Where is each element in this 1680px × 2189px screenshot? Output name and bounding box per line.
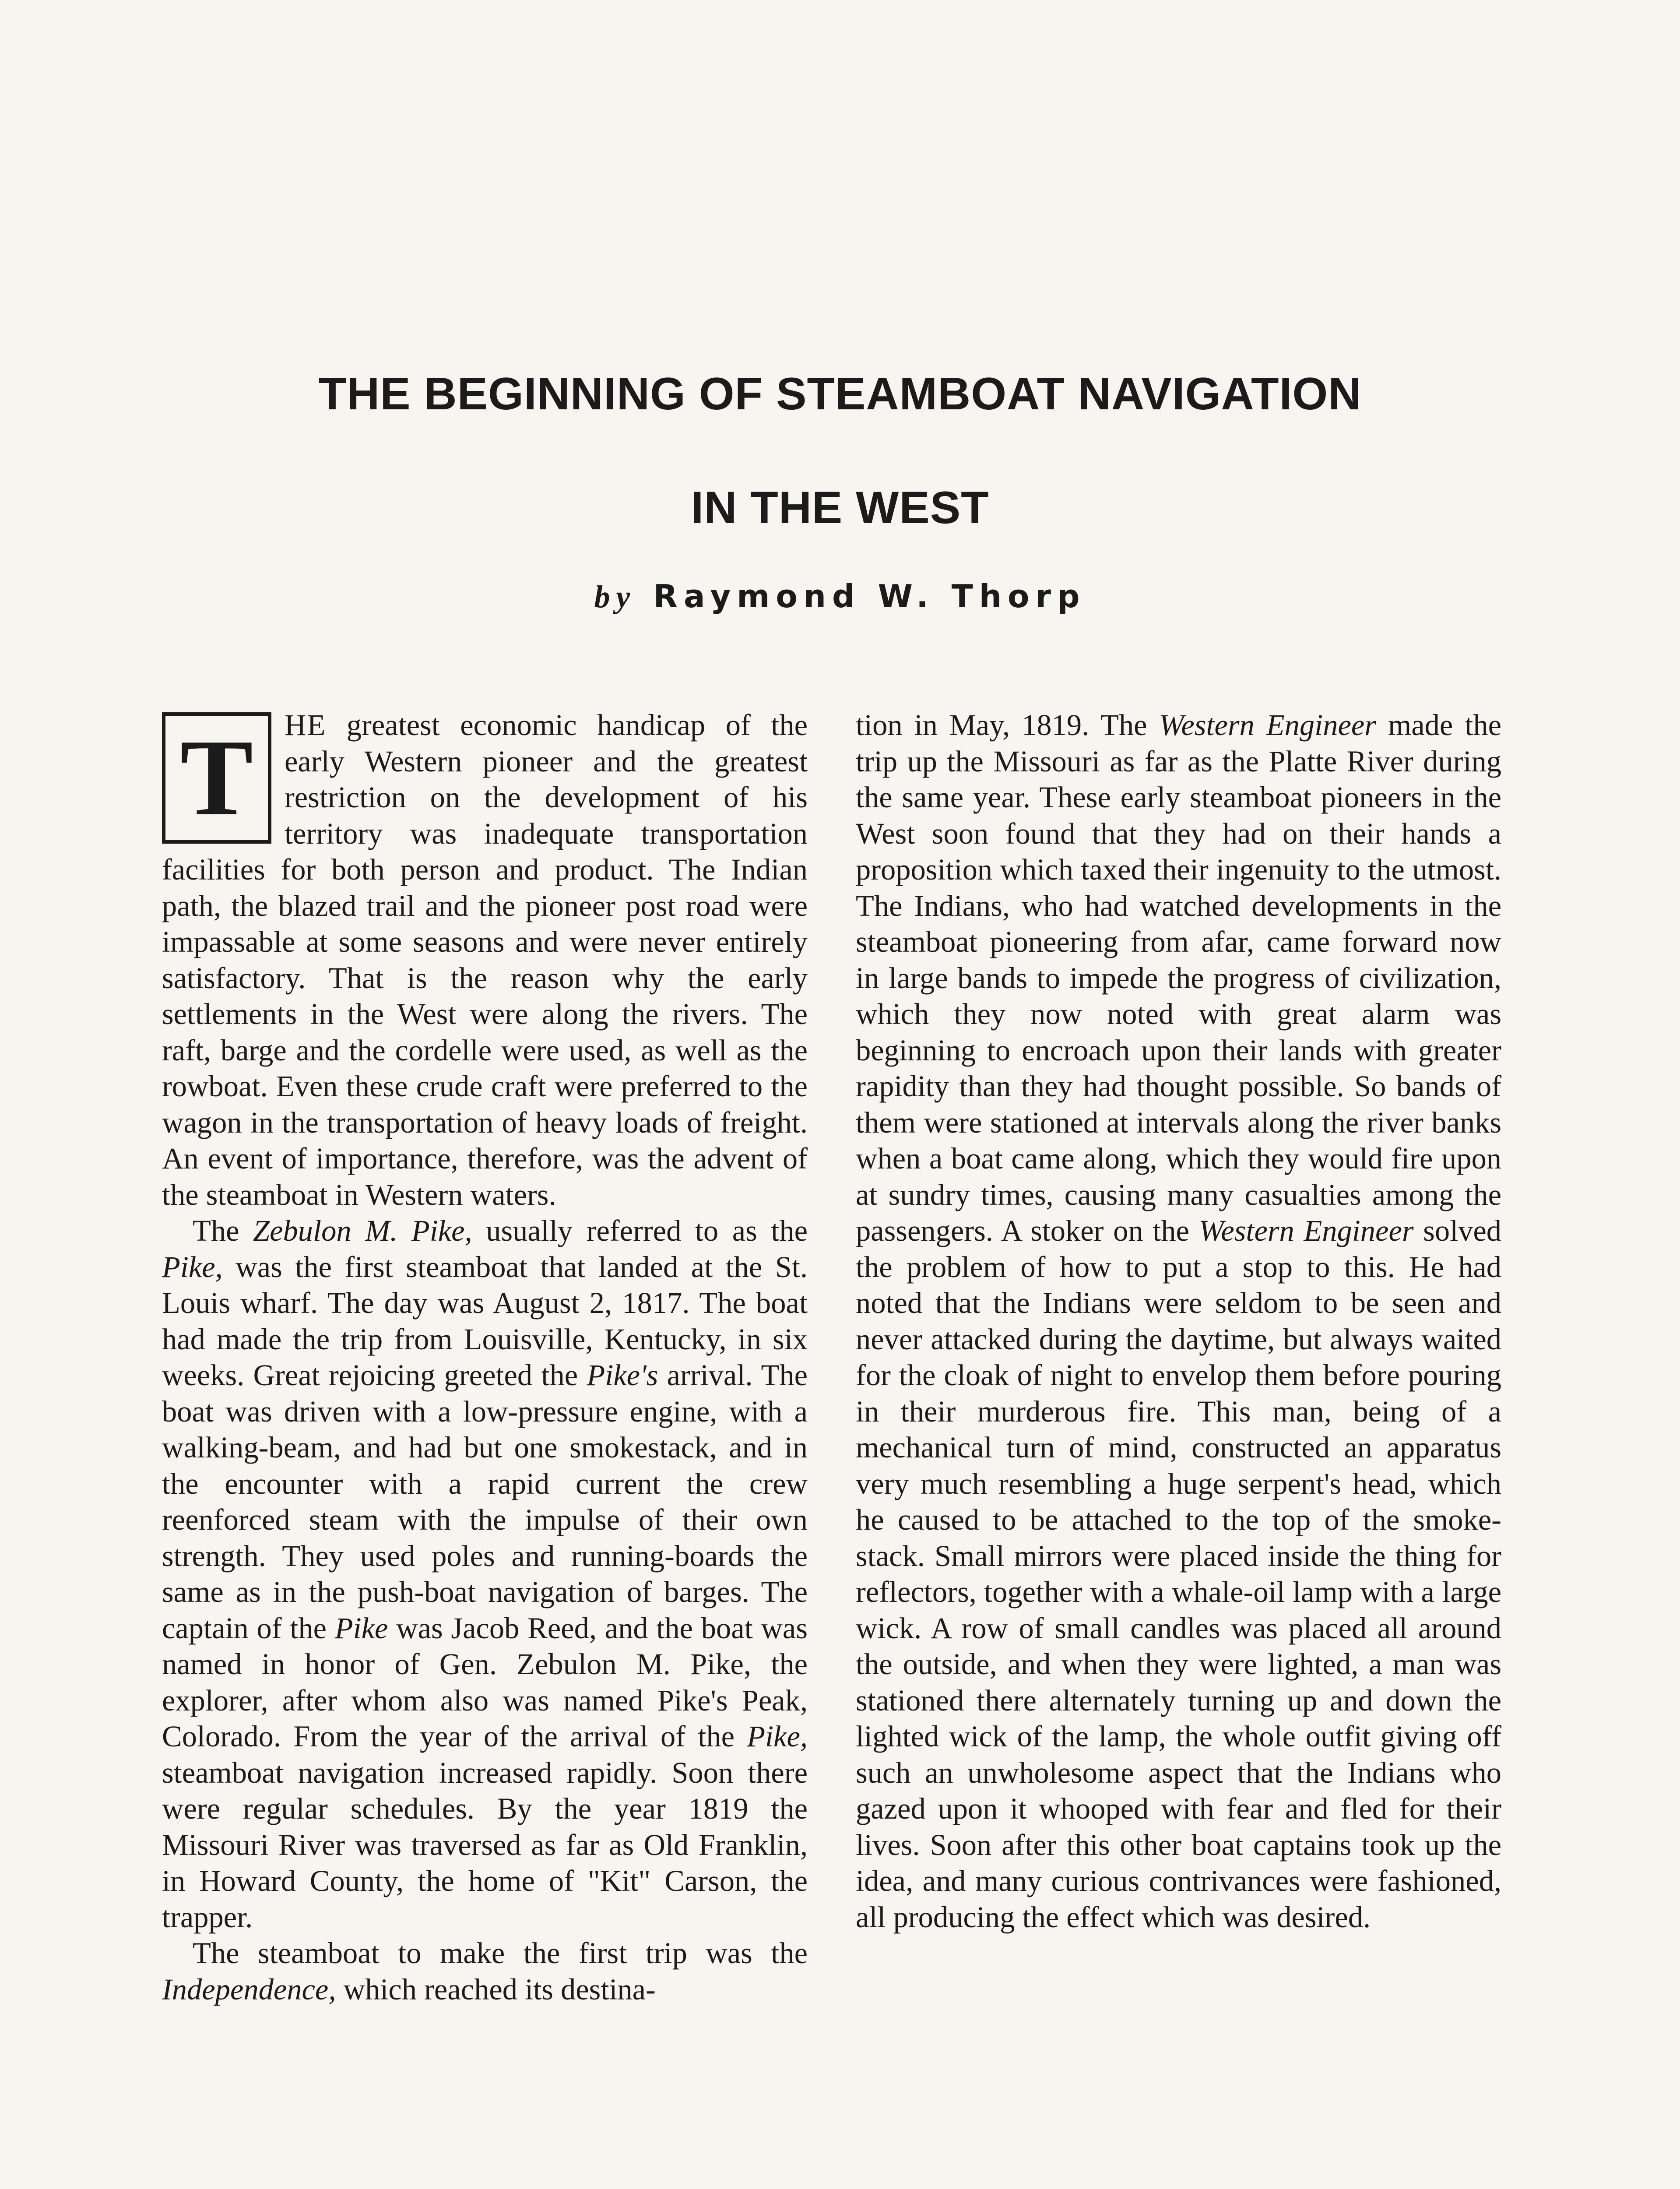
title-line-1: THE BEGINNING OF STEAMBOAT NAVIGATION	[318, 369, 1362, 419]
byline	[131, 578, 1549, 615]
boat-name: Pike,	[162, 1250, 223, 1284]
paragraph-1-lead: HE	[285, 708, 327, 742]
text-run: was the first steamboat that landed at the St. Louis wharf. The day was August 2, 1817. The boat had made the trip from Louisville, Kentucky, in six weeks. Great rejoicing greeted the	[162, 1250, 808, 1392]
boat-name: Western Engineer	[1159, 708, 1376, 742]
title-line-2: IN THE WEST	[691, 482, 989, 533]
boat-name: Pike's	[587, 1358, 658, 1392]
text-run: The steamboat to make the first trip was the	[193, 1936, 808, 1970]
text-run: made the trip up the Missouri as far as the Platte River during the same year. These early steamboat pioneers in the West soon found that they had on their hands a proposition which taxed their ingenuity to the utmost. The Indians, who had watched developments in the steamboat pioneering from afar, came forward now in large bands to impede the progress of civilization, which they now noted with great alarm was beginning to encroach upon their lands with greater rapidity than they had thought possible. So bands of them were stationed at intervals along the river banks when a boat came along, which they would fire upon at sundry times, causing many casualties among the passengers. A stoker on the	[856, 708, 1502, 1247]
text-run: The	[193, 1214, 253, 1247]
text-run: steamboat navigation increased rapidly. Soon there were regular schedules. By the year 1819 the Missouri River was traversed as far as Old Franklin, in Howard County, the home of "Kit" Carson, the trapper.	[162, 1756, 808, 1934]
boat-name: Pike,	[747, 1720, 808, 1753]
text-run: was Jacob Reed, and the boat was named in honor of Gen. Zebulon M. Pike, the explorer, after whom also was named Pike's Peak, Colorado. From the year of the arrival of the	[162, 1611, 808, 1753]
drop-cap: T	[162, 712, 271, 844]
left-column	[162, 707, 808, 2007]
paragraph-2	[162, 1213, 808, 1935]
paragraph-1-text: greatest economic handicap of the early Western pioneer and the greatest restriction on the development of his territory was inadequate transportation facilities for both person and product. The Indian path, the blazed trail and the pioneer post road were impassable at some seasons and were never entirely satisfactory. That is the reason why the early settlements in the West were along the rivers. The raft, barge and the cordelle were used, as well as the rowboat. Even these crude craft were preferred to the wagon in the transportation of heavy loads of freight. An event of importance, therefore, was the advent of the steamboat in Western waters.	[162, 708, 808, 1211]
text-run: tion in May, 1819. The	[856, 708, 1159, 742]
paragraph-1	[162, 707, 808, 1213]
right-column	[856, 707, 1501, 1935]
boat-name: Zebulon M. Pike,	[253, 1214, 472, 1247]
boat-name: Pike	[334, 1611, 388, 1645]
byline-by: by	[594, 579, 636, 614]
paragraph-3-continued	[856, 707, 1501, 1935]
text-run: arrival. The boat was driven with a low-pressure engine, with a walking-beam, and had but one smokestack, and in the encounter with a rapid current the crew reenforced steam with the impulse of their own strength. They used poles and running-boards the same as in the push-boat navigation of barges. The captain of the	[162, 1358, 808, 1645]
boat-name: Western Engineer	[1198, 1214, 1414, 1247]
boat-name: Independence,	[162, 1972, 336, 2006]
text-run: solved the problem of how to put a stop to this. He had noted that the Indians were seldom to be seen and never attacked during the daytime, but always waited for the cloak of night to envelop them before pouring in their murderous fire. This man, being of a mechanical turn of mind, constructed an apparatus very much resembling a huge serpent's head, which he caused to be attached to the top of the smoke-stack. Small mirrors were placed inside the thing for reflectors, together with a whale-oil lamp with a large wick. A row of small candles was placed all around the outside, and when they were lighted, a man was stationed there alternately turning up and down the lighted wick of the lamp, the whole outfit giving off such an unwholesome aspect that the Indians who gazed upon it whooped with fear and fled for their lives. Soon after this other boat captains took up the idea, and many curious contrivances were fashioned, all producing the effect which was desired.	[856, 1214, 1502, 1934]
text-run: which reached its destina-	[336, 1972, 656, 2006]
paragraph-3	[162, 1935, 808, 2007]
article-title	[131, 337, 1549, 565]
text-run: usually referred to as the	[472, 1214, 808, 1247]
byline-author: Raymond W. Thorp	[653, 578, 1086, 615]
